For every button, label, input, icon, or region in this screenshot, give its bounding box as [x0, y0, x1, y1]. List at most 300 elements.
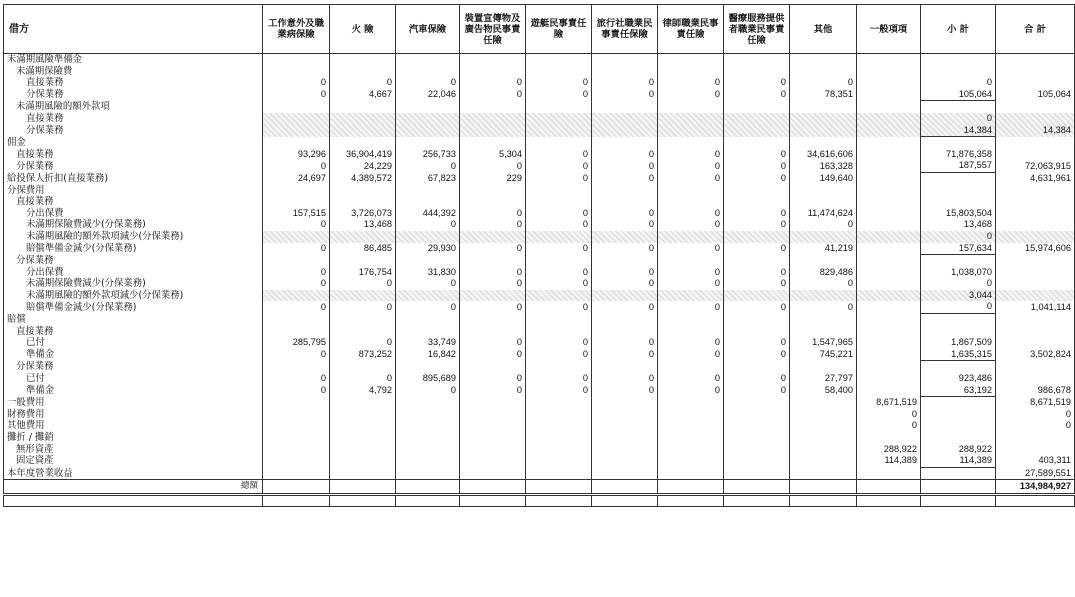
row-label: 直接業務 [4, 149, 263, 161]
value-cell [857, 361, 921, 373]
value-cell [724, 397, 790, 409]
value-cell: 0 [724, 337, 790, 349]
empty-cell [857, 495, 921, 507]
value-cell [263, 314, 330, 326]
value-cell [790, 467, 857, 480]
value-cell: 27,589,551 [996, 467, 1075, 480]
value-cell: 0 [396, 219, 460, 231]
value-cell: 4,792 [330, 385, 396, 397]
row-label: 本年度營業收益 [4, 467, 263, 480]
value-cell [857, 373, 921, 385]
value-cell [592, 255, 658, 267]
value-cell [263, 113, 330, 125]
value-cell [790, 397, 857, 409]
value-cell [396, 397, 460, 409]
value-cell [396, 455, 460, 467]
value-cell: 72,063,915 [996, 160, 1075, 172]
value-cell: 15,803,504 [921, 208, 996, 220]
value-cell [658, 314, 724, 326]
value-cell: 0 [526, 172, 592, 184]
table-row [4, 385, 1075, 397]
value-cell: 0 [592, 149, 658, 161]
row-label: 財務費用 [4, 409, 263, 421]
value-cell [330, 420, 396, 432]
value-cell [592, 361, 658, 373]
value-cell: 13,468 [330, 219, 396, 231]
value-cell [592, 54, 658, 66]
value-cell: 0 [592, 278, 658, 290]
value-cell: 22,046 [396, 89, 460, 101]
value-cell [526, 361, 592, 373]
value-cell [526, 455, 592, 467]
value-cell [658, 125, 724, 137]
value-cell [460, 196, 526, 208]
value-cell [790, 125, 857, 137]
row-label: 佣金 [4, 137, 263, 149]
value-cell: 0 [658, 160, 724, 172]
value-cell [592, 196, 658, 208]
value-cell [263, 397, 330, 409]
value-cell: 0 [526, 337, 592, 349]
value-cell [526, 432, 592, 444]
value-cell: 0 [460, 278, 526, 290]
value-cell: 0 [263, 301, 330, 313]
value-cell [526, 467, 592, 480]
value-cell [724, 196, 790, 208]
value-cell [263, 54, 330, 66]
value-cell: 1,041,114 [996, 301, 1075, 313]
row-label: 分保業務 [4, 361, 263, 373]
table-row [4, 267, 1075, 279]
value-cell [790, 137, 857, 149]
value-cell [526, 255, 592, 267]
value-cell [263, 66, 330, 78]
value-cell: 0 [460, 301, 526, 313]
value-cell [996, 361, 1075, 373]
value-cell: 0 [724, 172, 790, 184]
value-cell: 0 [330, 77, 396, 89]
value-cell [330, 397, 396, 409]
value-cell: 8,671,519 [857, 397, 921, 409]
value-cell [460, 125, 526, 137]
value-cell [921, 409, 996, 421]
table-row [4, 255, 1075, 267]
value-cell: 0 [921, 113, 996, 125]
value-cell: 3,044 [921, 290, 996, 302]
value-cell [658, 420, 724, 432]
value-cell [658, 101, 724, 113]
value-cell [724, 185, 790, 197]
value-cell [396, 255, 460, 267]
value-cell [790, 113, 857, 125]
value-cell [526, 231, 592, 243]
value-cell: 176,754 [330, 267, 396, 279]
value-cell [263, 467, 330, 480]
value-cell [396, 101, 460, 113]
value-cell: 4,631,961 [996, 172, 1075, 184]
value-cell [724, 101, 790, 113]
value-cell: 11,474,624 [790, 208, 857, 220]
value-cell [921, 467, 996, 480]
value-cell: 0 [460, 349, 526, 361]
value-cell: 0 [592, 208, 658, 220]
value-cell [857, 137, 921, 149]
value-cell [857, 89, 921, 101]
total-label: 總額 [4, 480, 263, 495]
row-label: 分保業務 [4, 160, 263, 172]
empty-cell [592, 480, 658, 495]
value-cell: 0 [263, 160, 330, 172]
value-cell [460, 420, 526, 432]
value-cell [790, 185, 857, 197]
value-cell [592, 326, 658, 338]
value-cell: 8,671,519 [996, 397, 1075, 409]
value-cell [396, 290, 460, 302]
value-cell [921, 361, 996, 373]
row-label: 分出保費 [4, 208, 263, 220]
value-cell [921, 101, 996, 113]
table-row [4, 290, 1075, 302]
value-cell: 0 [330, 278, 396, 290]
value-cell: 0 [396, 385, 460, 397]
empty-cell [790, 495, 857, 507]
value-cell [996, 267, 1075, 279]
value-cell: 0 [263, 349, 330, 361]
value-cell [658, 444, 724, 456]
value-cell: 4,667 [330, 89, 396, 101]
value-cell: 105,064 [996, 89, 1075, 101]
value-cell [658, 409, 724, 421]
value-cell: 0 [592, 89, 658, 101]
value-cell [790, 101, 857, 113]
row-label: 賠償 [4, 314, 263, 326]
column-header: 汽車保險 [396, 5, 460, 54]
value-cell [857, 290, 921, 302]
value-cell [460, 432, 526, 444]
value-cell: 0 [592, 385, 658, 397]
value-cell [857, 149, 921, 161]
value-cell [592, 125, 658, 137]
value-cell [592, 66, 658, 78]
value-cell [396, 54, 460, 66]
value-cell: 0 [857, 420, 921, 432]
row-label: 分保費用 [4, 185, 263, 197]
value-cell [790, 66, 857, 78]
value-cell [921, 185, 996, 197]
value-cell: 187,557 [921, 160, 996, 172]
empty-cell [460, 480, 526, 495]
value-cell [724, 420, 790, 432]
empty-cell [658, 495, 724, 507]
value-cell [526, 420, 592, 432]
value-cell [921, 172, 996, 184]
value-cell: 288,922 [921, 444, 996, 456]
value-cell [857, 125, 921, 137]
value-cell [592, 409, 658, 421]
value-cell: 24,697 [263, 172, 330, 184]
row-label: 已付 [4, 337, 263, 349]
value-cell [263, 101, 330, 113]
value-cell [396, 314, 460, 326]
column-header-row [4, 5, 1075, 54]
empty-cell [724, 495, 790, 507]
value-cell: 114,389 [921, 455, 996, 467]
value-cell: 41,219 [790, 243, 857, 255]
value-cell [857, 101, 921, 113]
value-cell [658, 196, 724, 208]
value-cell [857, 385, 921, 397]
value-cell [396, 467, 460, 480]
table-row [4, 196, 1075, 208]
value-cell [857, 66, 921, 78]
value-cell: 0 [921, 231, 996, 243]
value-cell [526, 397, 592, 409]
value-cell: 24,229 [330, 160, 396, 172]
value-cell [857, 219, 921, 231]
value-cell [857, 349, 921, 361]
table-footer-row [4, 495, 1075, 507]
value-cell [460, 314, 526, 326]
value-cell [526, 125, 592, 137]
value-cell: 873,252 [330, 349, 396, 361]
value-cell [790, 54, 857, 66]
value-cell: 1,038,070 [921, 267, 996, 279]
value-cell [592, 231, 658, 243]
value-cell [526, 444, 592, 456]
value-cell [857, 326, 921, 338]
value-cell: 15,974,606 [996, 243, 1075, 255]
empty-cell [330, 495, 396, 507]
value-cell [658, 361, 724, 373]
row-label: 分出保費 [4, 267, 263, 279]
value-cell: 0 [724, 77, 790, 89]
value-cell [263, 137, 330, 149]
empty-cell [396, 480, 460, 495]
table-row [4, 113, 1075, 125]
value-cell [460, 54, 526, 66]
value-cell: 0 [592, 172, 658, 184]
value-cell: 0 [658, 301, 724, 313]
value-cell: 0 [526, 385, 592, 397]
value-cell [921, 66, 996, 78]
value-cell: 0 [790, 219, 857, 231]
column-header: 小 計 [921, 5, 996, 54]
value-cell: 0 [790, 278, 857, 290]
value-cell [724, 361, 790, 373]
value-cell [996, 113, 1075, 125]
value-cell [460, 409, 526, 421]
value-cell [592, 432, 658, 444]
value-cell [724, 137, 790, 149]
value-cell: 0 [592, 160, 658, 172]
value-cell [460, 66, 526, 78]
value-cell: 0 [526, 278, 592, 290]
value-cell [857, 337, 921, 349]
value-cell [724, 314, 790, 326]
value-cell: 0 [724, 349, 790, 361]
value-cell [396, 444, 460, 456]
value-cell [724, 54, 790, 66]
table-row [4, 444, 1075, 456]
value-cell: 0 [592, 77, 658, 89]
table-row [4, 337, 1075, 349]
row-label: 賠償準備金減少(分保業務) [4, 243, 263, 255]
value-cell [263, 255, 330, 267]
value-cell: 0 [460, 77, 526, 89]
value-cell [263, 361, 330, 373]
table-row [4, 54, 1075, 66]
value-cell: 0 [526, 243, 592, 255]
column-header: 旅行社職業民事責任保險 [592, 5, 658, 54]
value-cell [857, 467, 921, 480]
table-row [4, 361, 1075, 373]
value-cell: 0 [658, 149, 724, 161]
value-cell [921, 432, 996, 444]
value-cell [790, 196, 857, 208]
value-cell [857, 243, 921, 255]
value-cell: 0 [724, 208, 790, 220]
value-cell: 31,830 [396, 267, 460, 279]
value-cell [790, 455, 857, 467]
value-cell: 0 [396, 160, 460, 172]
table-row [4, 409, 1075, 421]
value-cell: 0 [330, 373, 396, 385]
row-label: 直接業務 [4, 326, 263, 338]
column-header: 律師職業民事責任險 [658, 5, 724, 54]
value-cell: 157,515 [263, 208, 330, 220]
value-cell [460, 444, 526, 456]
value-cell: 0 [396, 278, 460, 290]
value-cell [790, 326, 857, 338]
value-cell [658, 137, 724, 149]
table-row [4, 160, 1075, 172]
value-cell [592, 137, 658, 149]
value-cell [724, 455, 790, 467]
value-cell: 13,468 [921, 219, 996, 231]
row-label: 固定資產 [4, 455, 263, 467]
value-cell: 0 [658, 243, 724, 255]
value-cell: 288,922 [857, 444, 921, 456]
value-cell [263, 409, 330, 421]
value-cell [790, 314, 857, 326]
value-cell: 0 [263, 219, 330, 231]
value-cell: 829,486 [790, 267, 857, 279]
value-cell [263, 444, 330, 456]
value-cell [658, 255, 724, 267]
value-cell [592, 455, 658, 467]
value-cell: 0 [790, 77, 857, 89]
value-cell: 0 [460, 385, 526, 397]
row-label: 未滿期保險費 [4, 66, 263, 78]
value-cell: 0 [263, 385, 330, 397]
value-cell [857, 267, 921, 279]
column-header: 火 險 [330, 5, 396, 54]
table-row [4, 149, 1075, 161]
value-cell [857, 208, 921, 220]
value-cell [526, 196, 592, 208]
value-cell: 0 [658, 89, 724, 101]
value-cell [396, 409, 460, 421]
row-label: 未滿期風險的額外款項 [4, 101, 263, 113]
table-row [4, 208, 1075, 220]
value-cell: 0 [526, 219, 592, 231]
value-cell: 0 [330, 301, 396, 313]
value-cell: 0 [658, 219, 724, 231]
value-cell [263, 455, 330, 467]
value-cell: 163,328 [790, 160, 857, 172]
value-cell: 0 [658, 337, 724, 349]
value-cell [724, 409, 790, 421]
value-cell: 149,640 [790, 172, 857, 184]
value-cell [658, 326, 724, 338]
value-cell [724, 467, 790, 480]
value-cell: 14,384 [996, 125, 1075, 137]
row-label: 未滿期保險費減少(分保業務) [4, 219, 263, 231]
value-cell [921, 420, 996, 432]
value-cell: 58,400 [790, 385, 857, 397]
value-cell: 16,842 [396, 349, 460, 361]
empty-cell [263, 495, 330, 507]
value-cell [996, 66, 1075, 78]
table-row [4, 314, 1075, 326]
value-cell: 0 [658, 77, 724, 89]
empty-cell [396, 495, 460, 507]
value-cell [330, 326, 396, 338]
value-cell: 229 [460, 172, 526, 184]
value-cell: 0 [263, 243, 330, 255]
value-cell [396, 326, 460, 338]
value-cell: 0 [526, 208, 592, 220]
value-cell [724, 255, 790, 267]
value-cell [526, 185, 592, 197]
value-cell: 34,616,606 [790, 149, 857, 161]
value-cell [460, 290, 526, 302]
value-cell [263, 196, 330, 208]
value-cell: 63,192 [921, 385, 996, 397]
empty-cell [658, 480, 724, 495]
value-cell: 0 [724, 385, 790, 397]
value-cell [460, 255, 526, 267]
value-cell [396, 420, 460, 432]
value-cell [658, 467, 724, 480]
value-cell: 0 [526, 149, 592, 161]
value-cell [996, 149, 1075, 161]
value-cell: 0 [330, 337, 396, 349]
value-cell [526, 101, 592, 113]
empty-cell [724, 480, 790, 495]
value-cell: 0 [724, 160, 790, 172]
value-cell [790, 432, 857, 444]
value-cell: 895,689 [396, 373, 460, 385]
value-cell [330, 409, 396, 421]
value-cell: 0 [658, 267, 724, 279]
value-cell: 0 [592, 301, 658, 313]
value-cell: 0 [263, 89, 330, 101]
table-body [4, 54, 1075, 507]
value-cell [592, 420, 658, 432]
value-cell [460, 231, 526, 243]
value-cell [658, 432, 724, 444]
value-cell [526, 66, 592, 78]
table-row [4, 125, 1075, 137]
value-cell: 0 [526, 301, 592, 313]
row-label: 給投保人折扣(直接業務) [4, 172, 263, 184]
value-cell [996, 196, 1075, 208]
value-cell [857, 314, 921, 326]
value-cell [658, 113, 724, 125]
value-cell: 0 [526, 160, 592, 172]
value-cell [921, 137, 996, 149]
